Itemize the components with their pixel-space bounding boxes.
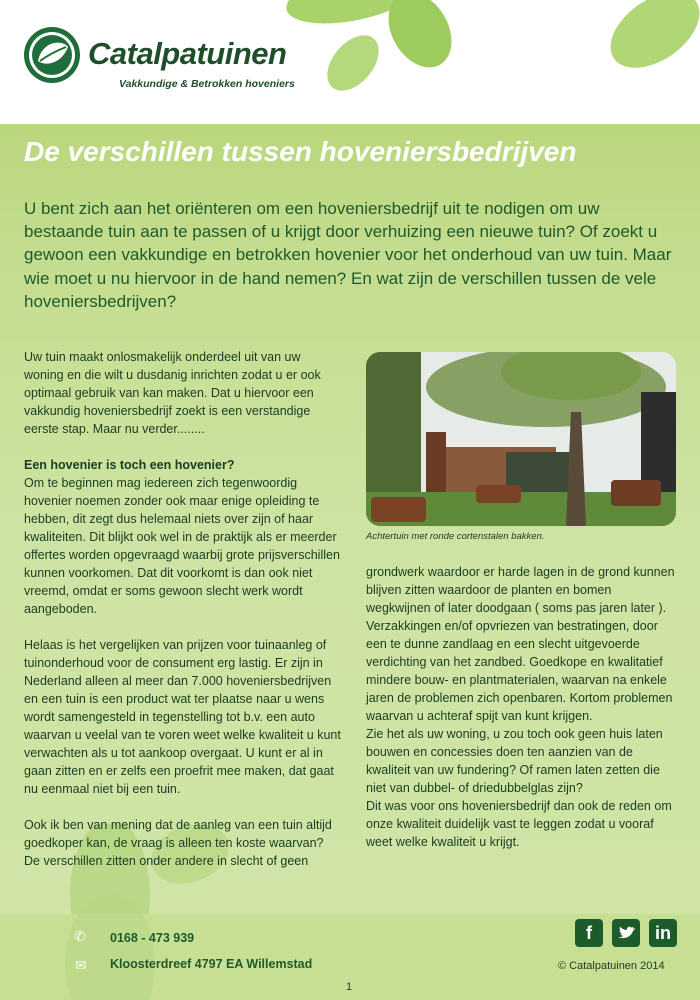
facebook-icon[interactable]: f — [575, 919, 603, 947]
garden-photo — [366, 352, 676, 526]
leaf-logo-icon — [24, 27, 80, 83]
twitter-icon[interactable] — [612, 919, 640, 947]
phone-icon: ✆ — [74, 928, 86, 944]
left-column — [24, 348, 342, 870]
leaf-decoration — [375, 0, 465, 70]
section-heading: Een hovenier is toch een hovenier? — [24, 458, 235, 472]
logo — [24, 27, 80, 83]
phone-number[interactable]: 0168 - 473 939 — [110, 931, 195, 945]
linkedin-icon[interactable]: in — [649, 919, 677, 947]
article-title: De verschillen tussen hoveniersbedrijven — [24, 136, 577, 167]
twitter-bird-icon — [612, 919, 640, 947]
garden-photo-illustration — [366, 352, 676, 526]
page-header — [0, 0, 700, 124]
page-number: 1 — [346, 981, 353, 993]
copyright: © Catalpatuinen 2014 — [558, 960, 665, 972]
brand-tagline: Vakkundige & Betrokken hoveniers — [119, 78, 295, 90]
leaf-decoration — [600, 0, 700, 70]
paragraph: Ook ik ben van mening dat de aanleg van een tuin altijd goedkoper kan, de vraag is alleen ten koste waarvan? De verschillen zitten onder andere in slecht of geen — [24, 818, 332, 868]
photo-caption: Achtertuin met ronde cortenstalen bakken. — [366, 531, 545, 542]
right-column — [366, 563, 678, 851]
paragraph: Uw tuin maakt onlosmakelijk onderdeel uit van uw woning en die wilt u dusdanig inrichten zodat u er ook optimaal gebruik van kan maken. Dat u hiervoor een vakkundig hoveniersbedrijf zoekt is een verstandige eerste stap. Maar nu verder........ — [24, 350, 321, 436]
article-intro: U bent zich aan het oriënteren om een hoveniersbedrijf uit te nodigen om uw bestaande tuin aan te passen of u krijgt door verhuizing een nieuwe tuin? Of zoekt u gewoon een vakkundige en betrokken hovenier voor het onderhoud van uw tuin. Maar wie moet u nu hiervoor in de hand nemen? En wat zijn de verschillen tussen de vele hoveniersbedrijven? — [24, 199, 672, 311]
address: Kloosterdreef 4797 EA Willemstad — [110, 957, 313, 971]
paragraph: Om te beginnen mag iedereen zich tegenwoordig hovenier noemen zonder ook maar enige opleiding te hebben, dit zegt dus helemaal niets over zijn of haar kwaliteiten. Dit blijkt ook wel in de praktijk als er meerder offertes worden opgevraagd waarbij grote prijsverschillen kunnen voorkomen. Dat dit voorkomt is dan ook niet vreemd, omdat er soms gewoon slecht werk wordt aangeboden. — [24, 476, 340, 616]
paragraph: Helaas is het vergelijken van prijzen voor tuinaanleg of tuinonderhoud voor de consument erg lastig. Er zijn in Nederland alleen al meer dan 7.000 hoveniersbedrijven en een tuin is een product wat ter plaatse naar u wens wordt samengesteld in tegenstelling tot b.v. een auto waarvan u veelal van te voren weet welke kwaliteit u kunt verwachten als u tot aankoop overgaat. U kunt er al in gaan zitten en er zelfs een proefrit mee maken, dat gaat nu eenmaal niet bij een tuin. — [24, 638, 341, 796]
paragraph: Dit was voor ons hoveniersbedrijf dan ook de reden om onze kwaliteit duidelijk vast te leggen zodat u vooraf weet welke kwaliteit u krijgt. — [366, 799, 672, 849]
mail-icon: ✉ — [75, 957, 87, 973]
paragraph: grondwerk waardoor er harde lagen in de grond kunnen blijven zitten waardoor de planten en bomen wegkwijnen of later doodgaan ( soms pas jaren later ). Verzakkingen en/of opvriezen van bestratingen, door een te dunne zandlaag en een slecht uitgevoerde verdichting van het zandbed. Goedkope en kwalitatief mindere bouw- en plantmaterialen, waarvan na enkele jaren de problemen zich openbaren. Kortom problemen waarvan u achteraf spijt van kunt krijgen. — [366, 565, 675, 723]
paragraph: Zie het als uw woning, u zou toch ook geen huis laten bouwen en concessies doen ten aanzien van de kwaliteit van uw fundering? Of ramen laten zetten die niet van dubbel- of driedubbelglas zijn? — [366, 727, 663, 795]
brand-name: Catalpatuinen — [88, 36, 287, 71]
